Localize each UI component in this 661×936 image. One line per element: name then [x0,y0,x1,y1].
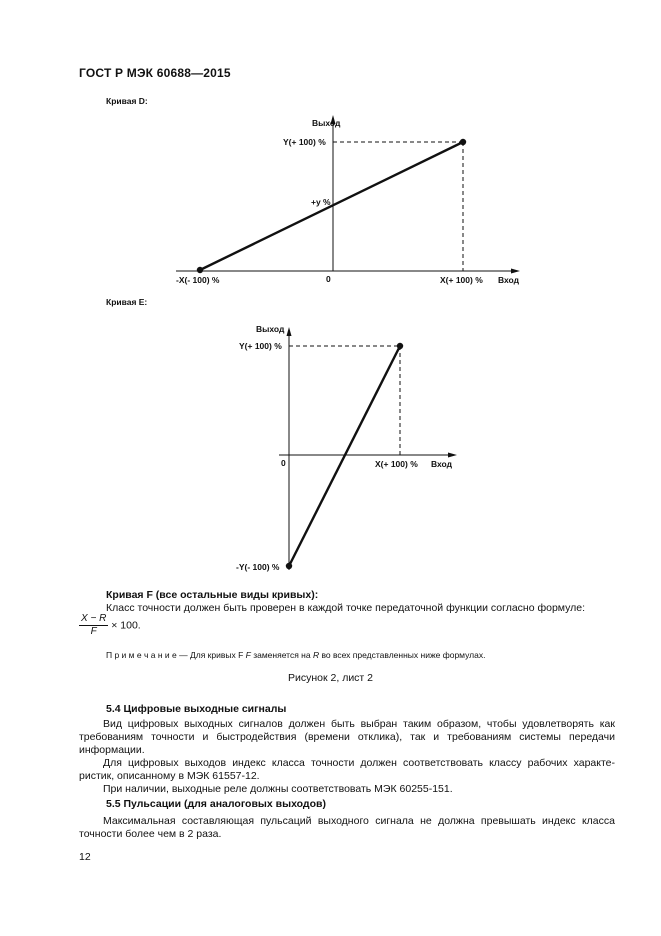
section-5-4-p1: Вид цифровых выходных сигналов должен быть выбран таким образом, чтобы удовлетворять как требованиям точности и быстродействия (времени отклика), так и требованиям системы передачи информации. [79,718,615,756]
curve-e-y-min-label: -Y(- 100) % [236,562,280,572]
section-5-5-p1: Максимальная составляющая пульсаций выходного сигнала не должна превышать индекс класса точности более чем в 2 раза. [79,815,615,840]
document-header: ГОСТ Р МЭК 60688—2015 [79,66,231,80]
curve-f-text: Класс точности должен быть проверен в каждой точке передаточной функции согласно формуле: [106,602,586,614]
note-text-before: — Для кривых F [176,650,246,660]
curve-e-x-arrow [448,453,457,458]
note-text-middle: заменяется на [250,650,313,660]
curve-e-transfer-line [289,346,400,566]
curve-f-title: Кривая F (все остальные виды кривых): [106,589,319,601]
note-var-r: R [312,650,320,660]
curve-e-y-max-label: Y(+ 100) % [239,341,282,351]
curve-d-y-max-label: Y(+ 100) % [283,137,326,147]
section-5-4-p3: При наличии, выходные реле должны соответствовать МЭК 60255-151. [103,783,453,795]
formula-fraction [79,613,108,638]
curve-d-caption: Кривая D: [106,96,148,106]
curve-e-caption: Кривая E: [106,297,148,307]
note-text-after: во всех представленных ниже формулах. [319,650,486,660]
formula [79,613,141,638]
formula-denominator: F [90,626,97,637]
curve-e-y-arrow [287,327,292,336]
section-5-4-p2: Для цифровых выходов индекс класса точности должен соответствовать классу рабочих характе-ристик, описанному в МЭК 61557-12. [79,757,615,782]
curve-d-x-max-label: X(+ 100) % [440,275,483,285]
curve-d-x-axis-label: Вход [498,275,520,285]
curve-d-origin-label: 0 [326,274,331,284]
curve-d-y-axis-label: Выход [312,118,341,128]
note-var-f: F [245,650,251,660]
curve-e-x-axis-label: Вход [431,459,453,469]
page-number: 12 [79,851,91,863]
curve-d-x-min-label: -X(- 100) % [176,275,220,285]
curve-e-x-max-label: X(+ 100) % [375,459,418,469]
section-5-4-heading: 5.4 Цифровые выходные сигналы [106,703,287,715]
curve-e-point-min [286,563,292,569]
figure-caption: Рисунок 2, лист 2 [288,672,373,684]
note-label: П р и м е ч а н и е [106,650,177,660]
formula-suffix: × 100. [111,619,141,632]
note [106,650,485,660]
curve-e-point-max [397,343,403,349]
curve-e-y-axis-label: Выход [256,324,285,334]
section-5-5-heading: 5.5 Пульсации (для аналоговых выходов) [106,798,326,810]
curve-e-origin-label: 0 [281,458,286,468]
formula-numerator: X − R [81,613,107,624]
curve-d-intercept-label: +y % [311,197,331,207]
